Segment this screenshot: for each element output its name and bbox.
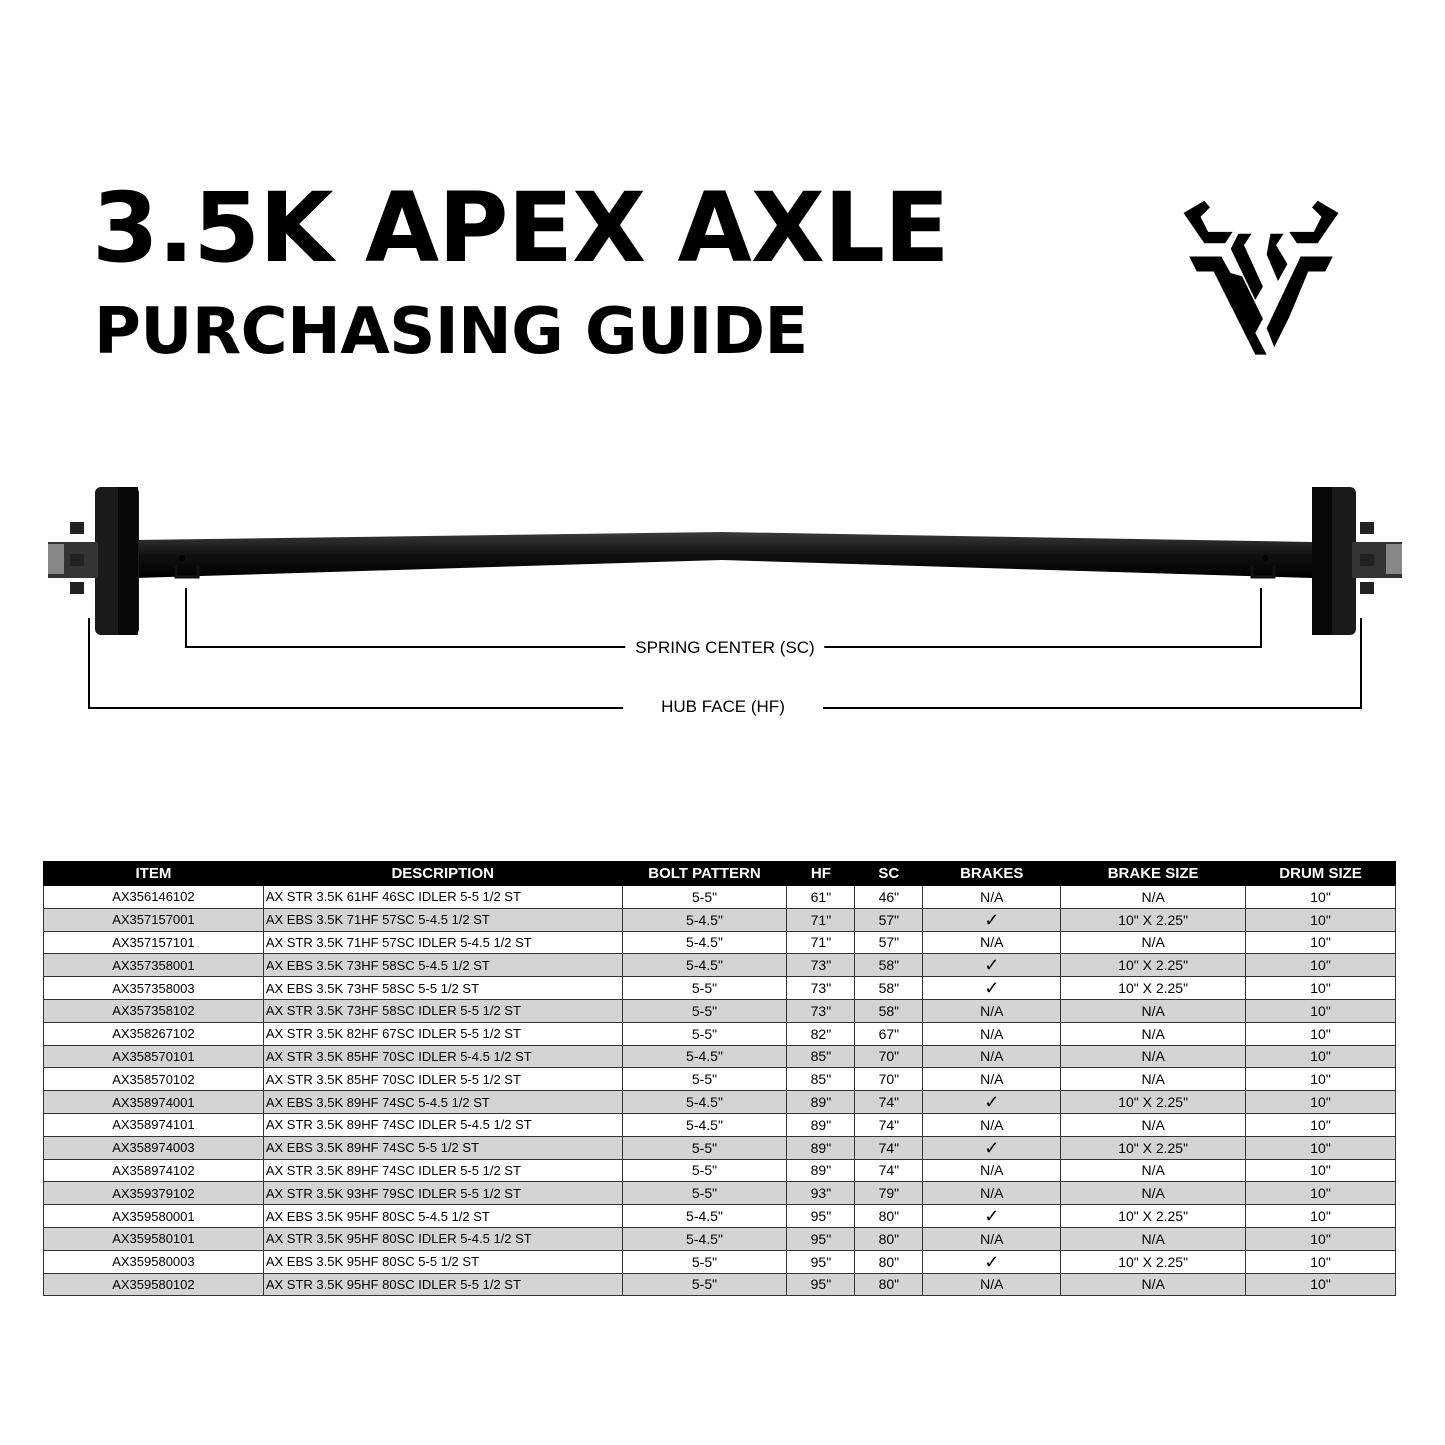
column-header: BRAKE SIZE (1061, 862, 1246, 886)
table-cell: 70" (855, 1068, 923, 1091)
table-cell: 74" (855, 1113, 923, 1136)
table-row (44, 977, 1396, 1000)
table-cell: 5-4.5" (622, 1205, 787, 1228)
table-cell: N/A (923, 1182, 1061, 1205)
table-cell: AX STR 3.5K 61HF 46SC IDLER 5-5 1/2 ST (263, 886, 622, 909)
table-cell: AX STR 3.5K 71HF 57SC IDLER 5-4.5 1/2 ST (263, 931, 622, 954)
table-row (44, 1091, 1396, 1114)
table-row (44, 1273, 1396, 1296)
table-cell: N/A (1061, 886, 1246, 909)
table-cell: 10" X 2.25" (1061, 977, 1246, 1000)
table-cell: 5-5" (622, 1159, 787, 1182)
table-cell: 5-4.5" (622, 931, 787, 954)
table-cell: 5-5" (622, 886, 787, 909)
table-cell: AX358974101 (44, 1113, 264, 1136)
table-cell: 10" (1246, 1205, 1396, 1228)
table-cell: AX359580001 (44, 1205, 264, 1228)
table-cell: 10" (1246, 1182, 1396, 1205)
table-cell: 93" (787, 1182, 855, 1205)
table-cell: 10" (1246, 1227, 1396, 1250)
table-cell: 89" (787, 1091, 855, 1114)
table-cell: 5-4.5" (622, 1091, 787, 1114)
table-cell: AX STR 3.5K 73HF 58SC IDLER 5-5 1/2 ST (263, 999, 622, 1022)
table-cell: 58" (855, 999, 923, 1022)
table-cell: AX358974001 (44, 1091, 264, 1114)
column-header: HF (787, 862, 855, 886)
table-cell: AX358267102 (44, 1022, 264, 1045)
table-cell: 85" (787, 1068, 855, 1091)
table-cell: 10" X 2.25" (1061, 1136, 1246, 1159)
table-cell: 70" (855, 1045, 923, 1068)
table-cell: 5-5" (622, 1136, 787, 1159)
table-cell: N/A (1061, 1022, 1246, 1045)
table-cell: AX358974003 (44, 1136, 264, 1159)
check-icon: ✓ (923, 977, 1061, 1000)
table-row (44, 908, 1396, 931)
table-cell: 58" (855, 954, 923, 977)
table-cell: 57" (855, 908, 923, 931)
column-header: DESCRIPTION (263, 862, 622, 886)
check-icon: ✓ (923, 1250, 1061, 1273)
table-cell: 10" (1246, 1022, 1396, 1045)
table-cell: 10" (1246, 1159, 1396, 1182)
axle-illustration (0, 470, 1445, 730)
table-cell: AX357358102 (44, 999, 264, 1022)
table-cell: 71" (787, 931, 855, 954)
table-cell: 95" (787, 1227, 855, 1250)
table-cell: AX357358001 (44, 954, 264, 977)
table-cell: 80" (855, 1273, 923, 1296)
table-row (44, 1182, 1396, 1205)
table-cell: AX STR 3.5K 82HF 67SC IDLER 5-5 1/2 ST (263, 1022, 622, 1045)
table-cell: AX EBS 3.5K 95HF 80SC 5-5 1/2 ST (263, 1250, 622, 1273)
axle-beam (135, 532, 1312, 578)
table-cell: 73" (787, 954, 855, 977)
table-cell: 10" (1246, 977, 1396, 1000)
check-icon: ✓ (923, 1205, 1061, 1228)
check-icon: ✓ (923, 1136, 1061, 1159)
table-cell: 89" (787, 1136, 855, 1159)
table-cell: N/A (923, 1227, 1061, 1250)
table-cell: AX STR 3.5K 85HF 70SC IDLER 5-5 1/2 ST (263, 1068, 622, 1091)
table-cell: 10" (1246, 1091, 1396, 1114)
table-cell: 67" (855, 1022, 923, 1045)
table-cell: 82" (787, 1022, 855, 1045)
table-cell: 10" X 2.25" (1061, 1091, 1246, 1114)
table-cell: 5-5" (622, 999, 787, 1022)
table-cell: N/A (1061, 1159, 1246, 1182)
table-cell: N/A (1061, 999, 1246, 1022)
table-cell: N/A (923, 999, 1061, 1022)
table-cell: 89" (787, 1159, 855, 1182)
table-cell: AX STR 3.5K 95HF 80SC IDLER 5-4.5 1/2 ST (263, 1227, 622, 1250)
check-icon: ✓ (923, 1091, 1061, 1114)
table-cell: 74" (855, 1159, 923, 1182)
table-cell: 80" (855, 1227, 923, 1250)
table-cell: 5-5" (622, 977, 787, 1000)
table-cell: 89" (787, 1113, 855, 1136)
table-cell: N/A (923, 1068, 1061, 1091)
axle-diagram (0, 470, 1445, 730)
table-cell: 10" (1246, 1273, 1396, 1296)
table-cell: 73" (787, 977, 855, 1000)
check-icon: ✓ (923, 908, 1061, 931)
hub-face-label: HUB FACE (HF) (623, 697, 823, 717)
table-cell: 5-5" (622, 1250, 787, 1273)
column-header: BOLT PATTERN (622, 862, 787, 886)
table-cell: 5-4.5" (622, 1113, 787, 1136)
table-cell: N/A (1061, 1182, 1246, 1205)
bull-head-logo-icon (1176, 196, 1346, 366)
table-cell: AX357157101 (44, 931, 264, 954)
table-cell: 95" (787, 1273, 855, 1296)
table-cell: 46" (855, 886, 923, 909)
table-cell: N/A (1061, 1045, 1246, 1068)
table-cell: AX EBS 3.5K 71HF 57SC 5-4.5 1/2 ST (263, 908, 622, 931)
table-cell: AX EBS 3.5K 89HF 74SC 5-4.5 1/2 ST (263, 1091, 622, 1114)
table-cell: 10" X 2.25" (1061, 1205, 1246, 1228)
table-cell: 10" X 2.25" (1061, 908, 1246, 931)
table-cell: AX359580101 (44, 1227, 264, 1250)
table-row (44, 1022, 1396, 1045)
table-cell: 10" X 2.25" (1061, 954, 1246, 977)
table-cell: 57" (855, 931, 923, 954)
table-cell: 10" (1246, 908, 1396, 931)
table-cell: 95" (787, 1205, 855, 1228)
table-cell: 74" (855, 1136, 923, 1159)
table-cell: N/A (1061, 1273, 1246, 1296)
table-cell: 61" (787, 886, 855, 909)
table-cell: 10" (1246, 1113, 1396, 1136)
spring-center-label: SPRING CENTER (SC) (625, 638, 824, 658)
table-row (44, 1250, 1396, 1273)
table-cell: AX STR 3.5K 95HF 80SC IDLER 5-5 1/2 ST (263, 1273, 622, 1296)
table-cell: AX EBS 3.5K 95HF 80SC 5-4.5 1/2 ST (263, 1205, 622, 1228)
page-subtitle: PURCHASING GUIDE (94, 295, 808, 369)
column-header: ITEM (44, 862, 264, 886)
table-cell: 74" (855, 1091, 923, 1114)
table-cell: AX356146102 (44, 886, 264, 909)
hub-face-dimension-line (89, 618, 1361, 708)
table-cell: N/A (923, 1022, 1061, 1045)
table-cell: 10" (1246, 1136, 1396, 1159)
table-cell: AX STR 3.5K 93HF 79SC IDLER 5-5 1/2 ST (263, 1182, 622, 1205)
table-cell: AX STR 3.5K 85HF 70SC IDLER 5-4.5 1/2 ST (263, 1045, 622, 1068)
table-cell: 10" X 2.25" (1061, 1250, 1246, 1273)
table-cell: 80" (855, 1250, 923, 1273)
column-header: DRUM SIZE (1246, 862, 1396, 886)
table-cell: 5-4.5" (622, 1045, 787, 1068)
table-cell: AX359580102 (44, 1273, 264, 1296)
table-cell: AX STR 3.5K 89HF 74SC IDLER 5-4.5 1/2 ST (263, 1113, 622, 1136)
table-cell: 5-5" (622, 1068, 787, 1091)
table-cell: AX EBS 3.5K 73HF 58SC 5-4.5 1/2 ST (263, 954, 622, 977)
table-cell: AX358570102 (44, 1068, 264, 1091)
column-header: BRAKES (923, 862, 1061, 886)
table-cell: N/A (1061, 1227, 1246, 1250)
table-row (44, 1227, 1396, 1250)
table-cell: 10" (1246, 931, 1396, 954)
table-cell: 10" (1246, 1068, 1396, 1091)
purchasing-table (43, 861, 1396, 1296)
column-header: SC (855, 862, 923, 886)
table-cell: AX358974102 (44, 1159, 264, 1182)
check-icon: ✓ (923, 954, 1061, 977)
table-cell: 73" (787, 999, 855, 1022)
table-cell: 5-4.5" (622, 1227, 787, 1250)
table-cell: N/A (923, 1113, 1061, 1136)
table-cell: 10" (1246, 999, 1396, 1022)
table-row (44, 1068, 1396, 1091)
table-row (44, 931, 1396, 954)
table-cell: 10" (1246, 886, 1396, 909)
table-cell: AX STR 3.5K 89HF 74SC IDLER 5-5 1/2 ST (263, 1159, 622, 1182)
table-cell: AX358570101 (44, 1045, 264, 1068)
table-cell: N/A (923, 1273, 1061, 1296)
table-row (44, 954, 1396, 977)
table-cell: 71" (787, 908, 855, 931)
table-cell: 10" (1246, 1250, 1396, 1273)
table-cell: 5-5" (622, 1182, 787, 1205)
table-cell: 79" (855, 1182, 923, 1205)
table-row (44, 1045, 1396, 1068)
table-cell: 80" (855, 1205, 923, 1228)
table-cell: AX357358003 (44, 977, 264, 1000)
table-cell: N/A (923, 886, 1061, 909)
table-row (44, 1205, 1396, 1228)
table-cell: AX359580003 (44, 1250, 264, 1273)
table-cell: N/A (1061, 931, 1246, 954)
table-cell: AX359379102 (44, 1182, 264, 1205)
table-cell: N/A (923, 931, 1061, 954)
table-row (44, 1136, 1396, 1159)
table-cell: 58" (855, 977, 923, 1000)
table-row (44, 1113, 1396, 1136)
table-cell: 10" (1246, 954, 1396, 977)
table-cell: 5-4.5" (622, 908, 787, 931)
table-cell: N/A (1061, 1113, 1246, 1136)
table-cell: N/A (1061, 1068, 1246, 1091)
table-cell: N/A (923, 1045, 1061, 1068)
table-cell: AX EBS 3.5K 73HF 58SC 5-5 1/2 ST (263, 977, 622, 1000)
table-cell: 5-5" (622, 1273, 787, 1296)
table-cell: N/A (923, 1159, 1061, 1182)
table-cell: AX357157001 (44, 908, 264, 931)
table-row (44, 1159, 1396, 1182)
table-cell: 85" (787, 1045, 855, 1068)
table-cell: AX EBS 3.5K 89HF 74SC 5-5 1/2 ST (263, 1136, 622, 1159)
table-cell: 5-5" (622, 1022, 787, 1045)
page-title: 3.5K APEX AXLE (92, 172, 949, 284)
table-cell: 10" (1246, 1045, 1396, 1068)
table-cell: 95" (787, 1250, 855, 1273)
table-cell: 5-4.5" (622, 954, 787, 977)
table-row (44, 886, 1396, 909)
table-row (44, 999, 1396, 1022)
